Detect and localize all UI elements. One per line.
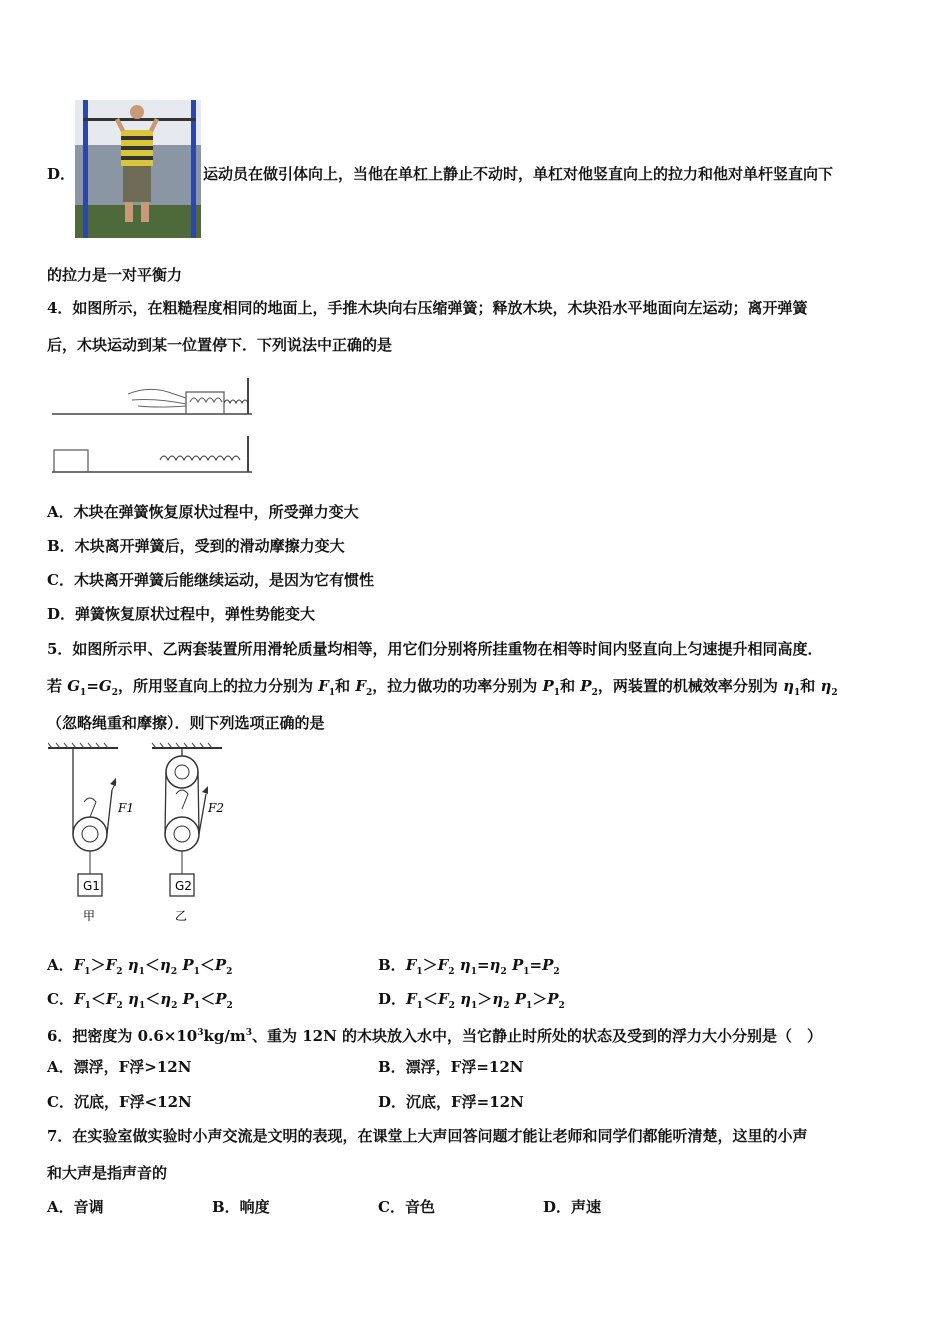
q5-option-d: D．$F_1<F_2$ $\eta_1>\eta_2$ $P_1>P_2$ <box>378 990 565 1011</box>
q6-stem: 6．把密度为 $0.6\times 10^3kg/m^3$、重为 12N 的木块放入水中，当它静止时所处的状态及受到的浮力大小分别是（ ） <box>47 1027 823 1045</box>
fig-label-g2: G2 <box>175 879 192 893</box>
fig-label-g1: G1 <box>83 879 100 893</box>
q7-option-a: A．音调 <box>47 1198 104 1216</box>
block-spring-figure <box>48 372 256 480</box>
fig-label-jia: 甲 <box>83 909 96 923</box>
q4-stem-line1: 4．如图所示，在粗糙程度相同的地面上，手推木块向右压缩弹簧；释放木块，木块沿水平地面向左运动；离开弹簧 <box>47 299 808 317</box>
q7-option-d: D．声速 <box>543 1198 602 1216</box>
q4-option-d: D．弹簧恢复原状过程中，弹性势能变大 <box>47 605 316 623</box>
q3-option-d-text-line2: 的拉力是一对平衡力 <box>47 266 183 284</box>
q5-stem-line3: （忽略绳重和摩擦）．则下列选项正确的是 <box>47 714 325 732</box>
q5-option-c: C．$F_1<F_2$ $\eta_1<\eta_2$ $P_1<P_2$ <box>47 990 233 1011</box>
q4-option-b: B．木块离开弹簧后，受到的滑动摩擦力变大 <box>47 537 345 555</box>
q5-stem-line2: 若 $G_1=G_2$，所用竖直向上的拉力分别为 $F_1$和 $F_2$，拉力做功的功率分别为 $P_1$和 $P_2$，两装置的机械效率分别为 $\eta_1$和 $\eta_2$ <box>47 677 838 698</box>
q3-option-d-text-line1: 运动员在做引体向上，当他在单杠上静止不动时，单杠对他竖直向上的拉力和他对单杆竖直向下 <box>203 165 834 183</box>
q3-option-d-label: D． <box>47 165 76 183</box>
fig-label-f1: F1 <box>118 801 134 815</box>
q4-stem-line2: 后，木块运动到某一位置停下．下列说法中正确的是 <box>47 336 393 354</box>
q7-option-b: B．响度 <box>212 1198 270 1216</box>
q5-option-a: A．$F_1>F_2$ $\eta_1<\eta_2$ $P_1<P_2$ <box>47 956 233 977</box>
q5-stem-line1: 5．如图所示甲、乙两套装置所用滑轮质量均相等，用它们分别将所挂重物在相等时间内竖直向上匀速提升相同高度． <box>47 640 823 658</box>
q4-option-a: A．木块在弹簧恢复原状过程中，所受弹力变大 <box>47 503 359 521</box>
q7-stem-line2: 和大声是指声音的 <box>47 1164 168 1182</box>
pulley-figure <box>48 742 232 930</box>
fig-label-f2: F2 <box>208 801 224 815</box>
q6-option-a: A．漂浮，F浮>12N <box>47 1058 192 1076</box>
q5-option-b: B．$F_1>F_2$ $\eta_1=\eta_2$ $P_1=P_2$ <box>378 956 560 977</box>
q6-option-b: B．漂浮，F浮=12N <box>378 1058 524 1076</box>
q7-stem-line1: 7．在实验室做实验时小声交流是文明的表现，在课堂上大声回答问题才能让老师和同学们都能听清楚，这里的小声 <box>47 1127 808 1145</box>
q4-option-c: C．木块离开弹簧后能继续运动，是因为它有惯性 <box>47 571 374 589</box>
q6-option-d: D．沉底，F浮=12N <box>378 1093 524 1111</box>
q7-option-c: C．音色 <box>378 1198 435 1216</box>
q6-option-c: C．沉底，F浮<12N <box>47 1093 192 1111</box>
pull-up-photo <box>75 100 201 238</box>
fig-label-yi: 乙 <box>175 909 188 923</box>
